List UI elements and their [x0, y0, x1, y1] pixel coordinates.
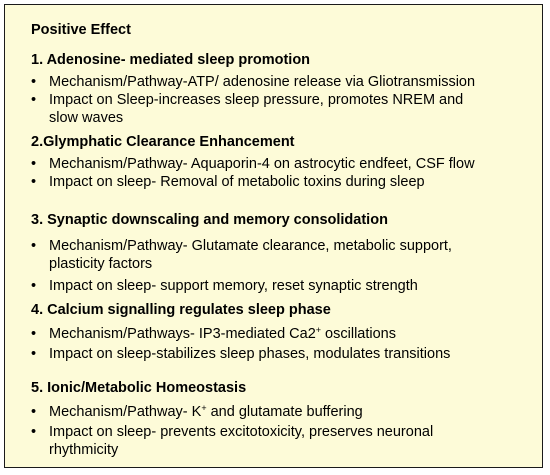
bullet-icon: •: [31, 404, 37, 420]
bullet-text: [49, 325, 531, 343]
bullet-icon: •: [31, 74, 37, 90]
bullet-text: Mechanism/Pathway- Glutamate clearance, metabolic support,: [49, 238, 452, 254]
bullet-text: [49, 403, 531, 421]
superscript: +: [201, 403, 207, 413]
bullet-item: [31, 345, 531, 363]
bullet-text: Impact on sleep-stabilizes sleep phases, modulates transitions: [49, 346, 451, 362]
bullet-text-continued: slow waves: [49, 110, 124, 126]
text-segment: and glutamate buffering: [206, 404, 363, 420]
bullet-item: [31, 325, 531, 343]
bullet-text-continued: rhythmicity: [49, 442, 119, 458]
bullet-text: Impact on sleep- Removal of metabolic toxins during sleep: [49, 174, 425, 190]
bullet-item: [31, 277, 531, 295]
positive-effect-panel: [4, 4, 543, 468]
bullet-icon: •: [31, 278, 37, 294]
bullet-item: [31, 423, 531, 459]
section-heading-glymphatic: 2.Glymphatic Clearance Enhancement: [31, 134, 295, 150]
text-segment: Mechanism/Pathways- IP3-mediated Ca2: [49, 326, 316, 342]
bullet-icon: •: [31, 326, 37, 342]
bullet-text-continued: plasticity factors: [49, 256, 153, 272]
bullet-icon: •: [31, 424, 37, 440]
superscript: +: [315, 325, 322, 335]
bullet-item: [31, 173, 531, 191]
section-heading-adenosine: 1. Adenosine- mediated sleep promotion: [31, 52, 311, 68]
bullet-item: [31, 403, 531, 421]
bullet-item: [31, 237, 531, 273]
text-segment: oscillations: [321, 326, 396, 342]
bullet-icon: •: [31, 156, 37, 172]
panel-title: Positive Effect: [31, 22, 131, 38]
bullet-icon: •: [31, 92, 37, 108]
bullet-icon: •: [31, 238, 37, 254]
section-heading-synaptic: 3. Synaptic downscaling and memory consolidation: [31, 212, 388, 228]
bullet-icon: •: [31, 174, 37, 190]
bullet-text: Impact on sleep- prevents excitotoxicity, preserves neuronal: [49, 424, 434, 440]
bullet-text: Mechanism/Pathway-ATP/ adenosine release via Gliotransmission: [49, 74, 476, 90]
bullet-icon: •: [31, 346, 37, 362]
bullet-item: [31, 91, 531, 127]
bullet-text: Impact on Sleep-increases sleep pressure, promotes NREM and: [49, 92, 464, 108]
bullet-text: Mechanism/Pathway- Aquaporin-4 on astrocytic endfeet, CSF flow: [49, 156, 475, 172]
bullet-text: Impact on sleep- support memory, reset synaptic strength: [49, 278, 418, 294]
bullet-item: [31, 155, 531, 173]
text-segment: Mechanism/Pathway- K: [49, 404, 202, 420]
section-heading-calcium: 4. Calcium signalling regulates sleep phase: [31, 302, 331, 318]
section-heading-ionic: 5. Ionic/Metabolic Homeostasis: [31, 380, 247, 396]
bullet-item: [31, 73, 531, 91]
